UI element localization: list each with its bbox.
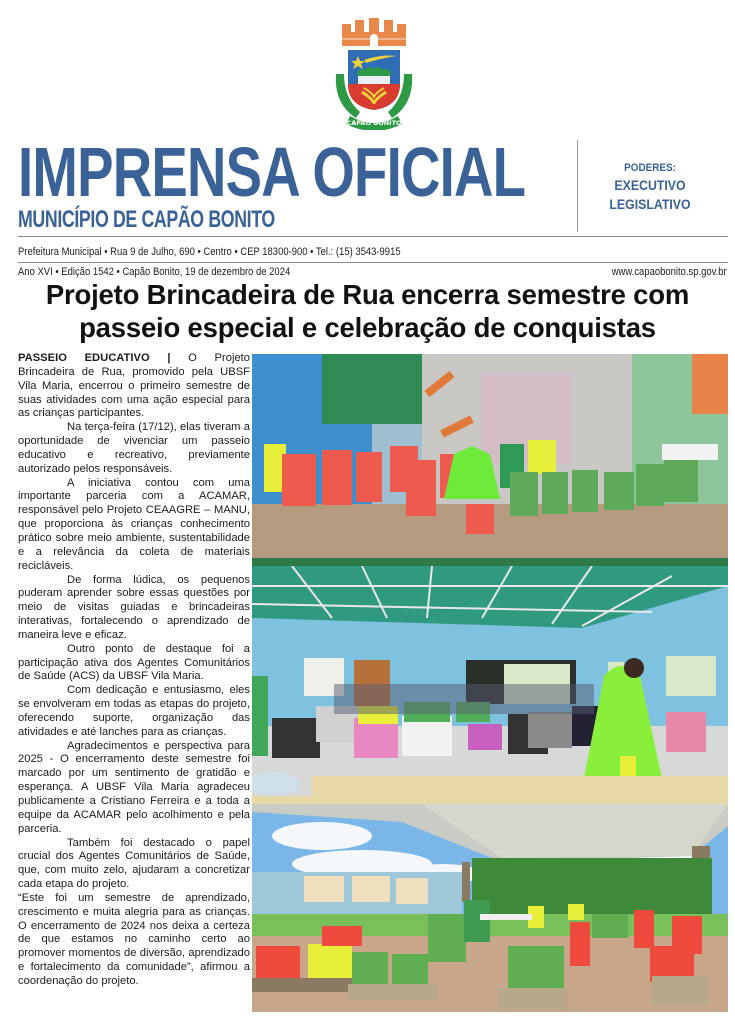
- article-paragraph: Na terça-feira (17/12), elas tiveram a oportunidade de vivenciar um passeio educativo e recreativo, previamente autorizado pelos responsáveis.: [18, 421, 250, 475]
- article-body: [18, 352, 250, 989]
- article-quote: “Este foi um semestre de aprendizado, crescimento e muita alegria para as crianças. O encerramento de 2024 nos deixa a certeza de que estamos no caminho certo ao promover momentos de diversão, aprendizado e fortalecimento da comunidade”, afirmou a coordenação do projeto.: [18, 891, 250, 987]
- group-photo-mural: [252, 354, 728, 566]
- coat-of-arms-icon: [322, 18, 426, 130]
- headline-line-1: Projeto Brincadeira de Rua encerra semestre com: [45, 279, 690, 310]
- website-link[interactable]: www.capaobonito.sp.gov.br: [612, 266, 727, 278]
- article-paragraph: Agradecimentos e perspectiva para 2025 - O encerramento deste semestre foi marcado por um sentimento de gratidão e esperança. A UBSF Vila Maria agradeceu publicamente a Cristiano Ferreira e a toda a equipe da ACAMAR pelo acolhimento e pela parceria.: [18, 739, 250, 835]
- article-headline: [0, 278, 735, 344]
- article-paragraph: De forma lúdica, os pequenos puderam aprender sobre essas questões por meio de visitas guiadas e brincadeiras interativas, fortalecendo o aprendizado de maneira leve e eficaz.: [18, 573, 250, 641]
- article-paragraph: Também foi destacado o papel crucial dos Agentes Comunitários de Saúde, que, com muito zelo, ajudaram a concretizar cada etapa do projeto.: [18, 836, 250, 891]
- masthead-title: IMPRENSA OFICIAL: [18, 133, 526, 211]
- edition-line: Ano XVI • Edição 1542 • Capão Bonito, 19 de dezembro de 2024: [18, 266, 291, 278]
- masthead-subtitle: MUNICÍPIO DE CAPÃO BONITO: [18, 206, 275, 233]
- classroom-photo: [252, 566, 728, 796]
- outdoor-activity-photo: [252, 796, 728, 1012]
- headline-line-2: passeio especial e celebração de conquistas: [79, 312, 656, 343]
- article-paragraph: Outro ponto de destaque foi a participação ativa dos Agentes Comunitários de Saúde (ACS) da UBSF Vila Maria.: [18, 642, 250, 683]
- article-kicker: PASSEIO EDUCATIVO |: [18, 352, 171, 364]
- article-paragraph: PASSEIO EDUCATIVO | O Projeto Brincadeira de Rua, promovido pela UBSF Vila Maria, encerrou o primeiro semestre de suas atividades com uma ação especial para as crianças participantes.: [18, 352, 250, 420]
- power-legislativo: LEGISLATIVO: [609, 196, 691, 212]
- vertical-divider: [577, 140, 578, 232]
- power-executivo: EXECUTIVO: [614, 177, 686, 193]
- article-paragraph: A iniciativa contou com uma importante parceria com a ACAMAR, responsável pelo Projeto CEAAGRE – MANU, que proporciona às crianças conhecimento prático sobre meio ambiente, sustentabilidade e a relevância da coleta de materiais recicláveis.: [18, 476, 250, 572]
- header-rule: [18, 236, 728, 237]
- powers-label: PODERES:: [624, 162, 676, 174]
- article-paragraph: Com dedicação e entusiasmo, eles se envolveram em todas as etapas do projeto, oferecendo suporte, organização das atividades e até lanches para as crianças.: [18, 684, 250, 738]
- svg-text:CAPÃO BONITO: CAPÃO BONITO: [346, 119, 402, 127]
- powers-block: [590, 160, 710, 214]
- address-rule: [18, 262, 728, 263]
- address-line: Prefeitura Municipal • Rua 9 de Julho, 690 • Centro • CEP 18300-900 • Tel.: (15) 3543-9915: [18, 246, 401, 258]
